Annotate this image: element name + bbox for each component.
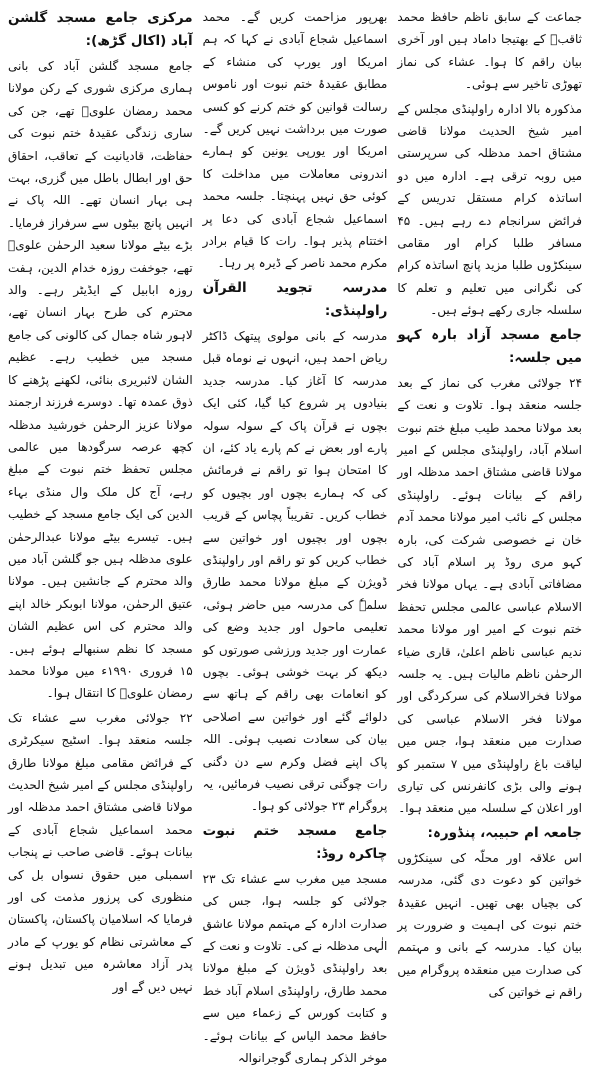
column-2: [202, 6, 388, 1066]
section-chakra-road: [203, 820, 388, 1069]
section-umm-habiba: [397, 822, 582, 1004]
section-heading: جامعہ ام حبیبہ، پنڈورہ:: [427, 824, 583, 841]
section-heading: مدرسہ تجوید القرآن راولپنڈی:: [202, 279, 388, 319]
paragraph: اس علاقہ اور محلّہ کی سینکڑوں خواتین کو دعوت دی گئی، مدرسہ کی بچیاں بھی تھیں۔ انہیں عقیدۂ ختم نبوت کی اہمیت و ضرورت پر بیان کیا۔ مدرسہ کے بانی و مہتمم کی صدارت میں منعقدہ پروگرام میں راقم نے خواتین کی: [397, 850, 583, 1000]
paragraph: مذکورہ بالا ادارہ راولپنڈی مجلس کے امیر شیخ الحدیث مولانا قاضی مشتاق احمد مدظلہ کی سرپرستی میں روبہ ترقی ہے۔ ادارہ میں دو اساتذہ کرام مستقل تدریس کے فرائض سرانجام دے رہے ہیں۔ ۴۵ مسافر طلبا کرام اور مقامی سینکڑوں طلبا مزید پانچ اساتذہ کرام کی نگرانی میں تعلیم و تعلم کا سلسلہ جاری رکھے ہوئے ہیں۔: [397, 101, 583, 318]
column-3: [397, 6, 583, 1000]
paragraph: مسجد میں مغرب سے عشاء تک ۲۳ جولائی کو جلسہ ہوا، جس کی صدارت ادارہ کے مہتمم مولانا عاشق الٰہی مدظلہ نے کی۔ تلاوت و نعت کے بعد راولپنڈی ڈویژن کے مبلغ مولانا محمد طارق، راولپنڈی اسلام آباد خط و کتابت کورس کے زعماء میں سے حافظ محمد الیاس کے بیانات ہوئے۔ موخر الذکر ہماری گوجرانوالہ: [202, 871, 388, 1066]
paragraph: ۲۴ جولائی مغرب کی نماز کے بعد جلسہ منعقد ہوا۔ تلاوت و نعت کے بعد مولانا محمد طیب مبلغ ختم نبوت اسلام آباد، راولپنڈی مجلس کے امیر مولانا قاضی مشتاق احمد مدظلہ اور راقم کے بیانات ہوئے۔ راولپنڈی مجلس کے نائب امیر مولانا محمد آدم خان نے خصوصی شرکت کی، بارہ کہو مری روڈ پر اسلام آباد کی مضافاتی آبادی ہے۔ یہاں مولانا فخر الاسلام عباسی عالمی مجلس تحفظ ختم نبوت کے امیر اور مولانا محمد ندیم عباسی ناظم اعلیٰ، قاری ضیاء الرحمٰن ناظم مالیات ہیں۔ یہ جلسہ مولانا فخرالاسلام کی سرکردگی اور مولانا فخر الاسلام عباسی کی صدارت میں منعقد ہوا، جس میں لیاقت باغ راولپنڈی میں ۷ ستمبر کو ہونے والی بڑی کانفرنس کی تیاری اور اعلان کے سلسلہ میں منعقد ہوا۔: [397, 375, 583, 816]
paragraph: بھرپور مزاحمت کریں گے۔ محمد اسماعیل شجاع آبادی نے کہا کہ ہم امریکا اور یورپ کی منشاء کے مطابق عقیدۂ ختم نبوت اور ناموس رسالت قوانین کو ختم کرنے کو کسی صورت میں برداشت نہیں کریں گے۔ امریکا اور یورپی یونین کو ہمارے اندرونی معاملات میں مداخلت کا کوئی حق نہیں پہنچتا۔ جلسہ محمد اسماعیل شجاع آبادی کی دعا پر اختتام پذیر ہوا۔ رات کا قیام برادر مکرم محمد ناصر کے ڈیرہ پر رہا۔: [202, 10, 388, 271]
section-heading: جامع مسجد آزاد بارہ کہو میں جلسہ:: [397, 326, 583, 366]
section-continuation: [203, 6, 388, 275]
section-bara-kahu: [397, 324, 582, 820]
paragraph: جامع مسجد گلشن آباد کی بانی ہماری مرکزی شوری کے رکن مولانا محمد رمضان علویؒ تھے، جن کی ساری زندگی عقیدۂ ختم نبوت کی حفاظت، قادیانیت کے تعاقب، احقاق حق اور ابطال باطل میں گزری، بہت ہی بہار انسان تھے۔ اللہ پاک نے انہیں پانچ بیٹوں سے سرفراز فرمایا۔ بڑے بیٹے مولانا سعید الرحمٰن علویؒ تھے، جوخفت روزہ خدام الدین، ہفت روزہ ابابیل کے ایڈیٹر رہے۔ والد محترم کی طرح بہار انسان تھے، لاہور شاہ جمال کی کالونی کی جامع مسجد میں خطیب رہے۔ عظیم الشان لائبریری بنائی، لکھنے پڑھنے کا ذوق عمدہ تھا۔ دوسرے فرزند ارجمند مولانا عزیز الرحمٰن خورشید مدظلہ کچھ عرصہ سرگودھا میں عالمی مجلس تحفظ ختم نبوت کے مبلغ رہے، آج کل ملک وال منڈی بہاء الدین کی ایک جامع مسجد کے خطیب ہیں۔ تیسرے بیٹے مولانا عبدالرحمٰن علوی مدظلہ ہیں جو گلشن آباد میں والد محترم کے جانشین ہیں۔ مولانا عتیق الرحمٰن، مولانا ابوبکر خالد اپنے والد محترم کی اس عظیم الشان مسجد کا نظم سنبھالے ہوئے ہیں۔ ۱۵ فروری ۱۹۹۰ء میں مولانا محمد رمضان علویؒ کا انتقال ہوا۔: [8, 59, 193, 701]
section-continuation: [397, 6, 582, 322]
column-1: [8, 6, 193, 994]
paragraph: جماعت کے سابق ناظم حافظ محمد ثاقبؒ کے بھتیجا داماد ہیں اور آخری بیان راقم کا ہوا۔ عشاء کی نماز تھوڑی تاخیر سے ہوئی۔: [397, 10, 583, 92]
section-madrasa-tajweed: [203, 277, 388, 818]
section-gulshan-abad: [8, 7, 193, 998]
section-heading: جامع مسجد ختم نبوت چاکرہ روڈ:: [202, 822, 388, 862]
paragraph: مدرسہ کے بانی مولوی پیتھک ڈاکٹر ریاض احمد ہیں، انہوں نے نوماہ قبل مدرسہ کا آغاز کیا۔ مدرسہ جدید بنیادوں پر شروع کیا گیا، کئی ایک بچوں نے قرآن پاک کے سولہ سولہ پارے اور بعض نے کم پارے یاد کئے، ان کا امتحان ہوا تو راقم نے فرمائش کی کہ ہمارے بچوں اور بچیوں کو خطاب کریں۔ تقریباً پچاس کے قریب بچوں اور بچیوں اور خواتین سے خطاب کریں کو تو راقم اور راولپنڈی ڈویژن کے مبلغ مولانا محمد طارق سلمہٗ کی مدرسہ میں حاضر ہوئی، تعلیمی ماحول اور جدید وضع کی عمارت اور جدید ورزشی صورتوں کو دیکھ کر بہت خوشی ہوئی۔ بچوں کو انعامات بھی راقم کے ہاتھ سے دلوائے گئے اور خواتین سے اصلاحی بیان کی سعادت نصیب ہوئی۔ اللہ پاک اپنے فضل وکرم سے دن دگنی رات چوگنی ترقی نصیب فرمائیں، یہ پروگرام ۲۳ جولائی کو ہوا۔: [202, 328, 388, 814]
section-heading: مرکزی جامع مسجد گلشن آباد (اکال گڑھ):: [8, 10, 193, 49]
paragraph: ۲۲ جولائی مغرب سے عشاء تک جلسہ منعقد ہوا۔ اسٹیج سیکرٹری کے فرائض مقامی مبلغ مولانا طارق راولپنڈی مجلس کے امیر شیخ الحدیث مولانا قاضی مشتاق احمد مدظلہ اور محمد اسماعیل شجاع آبادی کے بیانات ہوئے۔ قاضی صاحب نے پنجاب اسمبلی میں حقوق نسواں بل کی منظوری کی پرزور مذمت کی اور فرمایا کہ اسلامیان پاکستان، پاکستان کے معاشرتی نظام کو یورپ کے مادر پدر آزاد معاشرہ میں تبدیل ہونے نہیں دیں گے اور: [8, 710, 193, 994]
